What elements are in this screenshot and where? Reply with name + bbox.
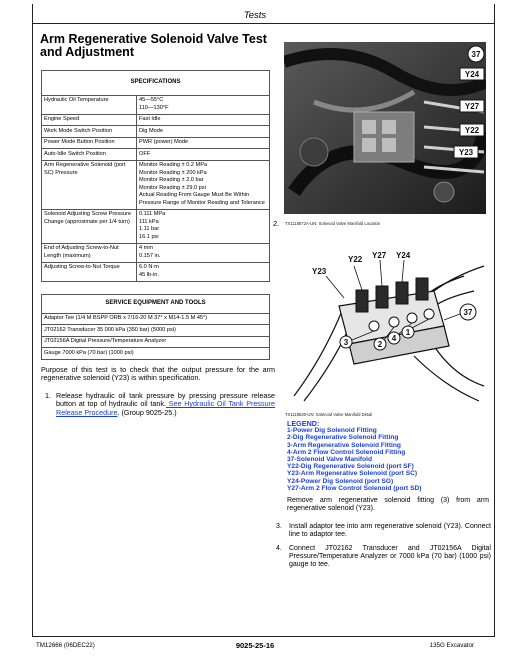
equipment-item: Gauge 7000 kPa (70 bar) (1000 psi) bbox=[42, 348, 270, 360]
legend-item: 2-Dig Regenerative Solenoid Fitting bbox=[287, 434, 399, 442]
photo-callout-y23: Y23 bbox=[458, 148, 474, 157]
spec-label: Hydraulic Oil Temperature bbox=[42, 95, 137, 114]
step-1-text: Release hydraulic oil tank pressure by pressing pressure release button at top of hydraulic oil tank. bbox=[56, 391, 275, 409]
spec-label: End of Adjusting Screw-to-Nut Length (maximum) bbox=[42, 243, 137, 262]
spec-row bbox=[42, 209, 270, 243]
diagram-callout-y24: Y24 bbox=[396, 251, 411, 260]
equipment-row bbox=[42, 325, 270, 337]
legend-item: 37-Solenoid Valve Manifold bbox=[287, 456, 373, 464]
header-rule bbox=[32, 23, 495, 24]
diagram-callout-y22: Y22 bbox=[348, 255, 363, 264]
step-1-tail: . (Group 9025-25.) bbox=[117, 407, 177, 417]
equipment-row bbox=[42, 313, 270, 325]
spec-label: Work Mode Switch Position bbox=[42, 126, 137, 138]
spec-value: 0.111 MPa 111 kPa 1.11 bar 16.1 psi bbox=[137, 209, 270, 243]
equipment-row bbox=[42, 336, 270, 348]
legend-item: 1-Power Dig Solenoid Fitting bbox=[287, 427, 377, 435]
step-1-number: 1. bbox=[45, 391, 51, 400]
spec-row bbox=[42, 262, 270, 281]
photo-callout-y22: Y22 bbox=[464, 126, 480, 135]
legend-item: Y24-Power Dig Solenoid (port SG) bbox=[287, 477, 394, 485]
spec-value: Dig Mode bbox=[137, 126, 270, 138]
photo-callout-y27: Y27 bbox=[464, 102, 480, 111]
photo-callout-37: 37 bbox=[471, 50, 481, 59]
legend bbox=[287, 420, 487, 492]
spec-value: 4 mm 0.157 in. bbox=[137, 243, 270, 262]
spec-value: OFF bbox=[137, 149, 270, 161]
purpose-paragraph: Purpose of this test is to check that the output pressure for the arm regenerative solenoid (Y23) is within specification. bbox=[41, 365, 275, 383]
solenoid-manifold-location-photo bbox=[284, 42, 486, 214]
step-3-text: Install adaptor tee into arm regenerative solenoid (Y23). Connect line to adaptor tee. bbox=[289, 523, 491, 539]
photo-caption: TX1118872A-UN: Solenoid Valve Manifold Location bbox=[285, 221, 381, 226]
spec-row bbox=[42, 149, 270, 161]
legend-item: Y23-Arm Regenerative Solenoid (port SC) bbox=[287, 470, 418, 478]
diagram-callout-y27: Y27 bbox=[372, 251, 387, 260]
step-2-number: 2. bbox=[273, 219, 280, 228]
remove-fitting-text: Remove arm regenerative solenoid fitting (3) from arm regenerative solenoid (Y23). bbox=[287, 497, 489, 513]
spec-row bbox=[42, 126, 270, 138]
diagram-callout-37: 37 bbox=[463, 308, 473, 317]
step-1 bbox=[41, 392, 275, 417]
photo-callout-y24: Y24 bbox=[464, 70, 480, 79]
solenoid-manifold-detail-diagram bbox=[284, 236, 486, 408]
footer-page-number: 9025-25-16 bbox=[235, 641, 275, 650]
footer-machine-model: 135G Excavator bbox=[429, 642, 474, 649]
legend-item: 4-Arm 2 Flow Control Solenoid Fitting bbox=[287, 448, 406, 456]
spec-label: Power Mode Button Position bbox=[42, 137, 137, 149]
equipment-item: Adaptor Tee (1/4 M BSPP ORB x 7/16-20 M 37° x M14-1.5 M 45°) bbox=[42, 313, 270, 325]
diagram-callout-2: 2 bbox=[377, 340, 383, 349]
footer-manual-id: TM12666 (06DEC22) bbox=[36, 642, 95, 649]
diagram-callout-3: 3 bbox=[343, 338, 349, 347]
spec-label: Adjusting Screw-to-Nut Torque bbox=[42, 262, 137, 281]
step-4-number: 4. bbox=[276, 545, 282, 552]
diagram-callout-y23: Y23 bbox=[312, 267, 327, 276]
diagram-caption: TX1118630-UN: Solenoid Valve Manifold Detail bbox=[285, 412, 373, 417]
legend-item: Y22-Dig Regenerative Solenoid (port SF) bbox=[287, 463, 414, 471]
spec-label: Arm Regenerative Solenoid (port SC) Pressure bbox=[42, 160, 137, 209]
spec-row bbox=[42, 243, 270, 262]
spec-label: Auto-Idle Switch Position bbox=[42, 149, 137, 161]
equipment-caption: SERVICE EQUIPMENT AND TOOLS bbox=[42, 295, 270, 314]
pressure-release-procedure-link[interactable]: See Hydraulic Oil Tank Pressure Release Procedure bbox=[56, 399, 276, 417]
legend-heading: LEGEND: bbox=[287, 419, 320, 428]
spec-value: PWR (power) Mode bbox=[137, 137, 270, 149]
specifications-table bbox=[41, 70, 270, 282]
spec-row bbox=[42, 95, 270, 114]
spec-value: 45—55°C 110—130°F bbox=[137, 95, 270, 114]
diagram-callout-1: 1 bbox=[405, 328, 411, 337]
equipment-item: JT02156A Digital Pressure/Temperature Analyzer bbox=[42, 336, 270, 348]
spec-label: Solenoid Adjusting Screw Pressure Change (approximate per 1/4 turn) bbox=[42, 209, 137, 243]
specifications-caption: SPECIFICATIONS bbox=[42, 71, 270, 96]
remove-fitting-paragraph bbox=[287, 497, 489, 513]
spec-row bbox=[42, 137, 270, 149]
diagram-callout-4: 4 bbox=[391, 334, 397, 343]
page-title: Arm Regenerative Solenoid Valve Test and Adjustment bbox=[40, 32, 267, 59]
section-header: Tests bbox=[243, 10, 267, 21]
spec-value: 6.0 N·m 45 lb-in. bbox=[137, 262, 270, 281]
footer-rule bbox=[32, 636, 495, 637]
step-4 bbox=[276, 545, 491, 570]
equipment-item: JT02162 Transducer 35 000 kPa (350 bar) (5000 psi) bbox=[42, 325, 270, 337]
spec-value: Monitor Reading ± 0.2 MPa Monitor Reading ± 200 kPa Monitor Reading ± 2.0 bar Monitor Reading ± 29.0 psi Actual Reading From Gauge Must Be Within Pressure Range of Monitor Reading and Tolerance bbox=[137, 160, 270, 209]
service-equipment-table bbox=[41, 294, 270, 360]
spec-row bbox=[42, 160, 270, 209]
step-4-text: Connect JT02162 Transducer and JT02156A Digital Pressure/Temperature Analyzer or 7000 kPa (70 bar) (1000 psi) gauge to tee. bbox=[289, 545, 491, 569]
spec-value: Fast Idle bbox=[137, 114, 270, 126]
spec-row bbox=[42, 114, 270, 126]
legend-item: 3-Arm Regenerative Solenoid Fitting bbox=[287, 441, 401, 449]
equipment-row bbox=[42, 348, 270, 360]
step-3-number: 3. bbox=[276, 523, 282, 530]
spec-label: Engine Speed bbox=[42, 114, 137, 126]
legend-item: Y27-Arm 2 Flow Control Solenoid (port SD) bbox=[287, 484, 422, 492]
step-3 bbox=[276, 523, 491, 539]
